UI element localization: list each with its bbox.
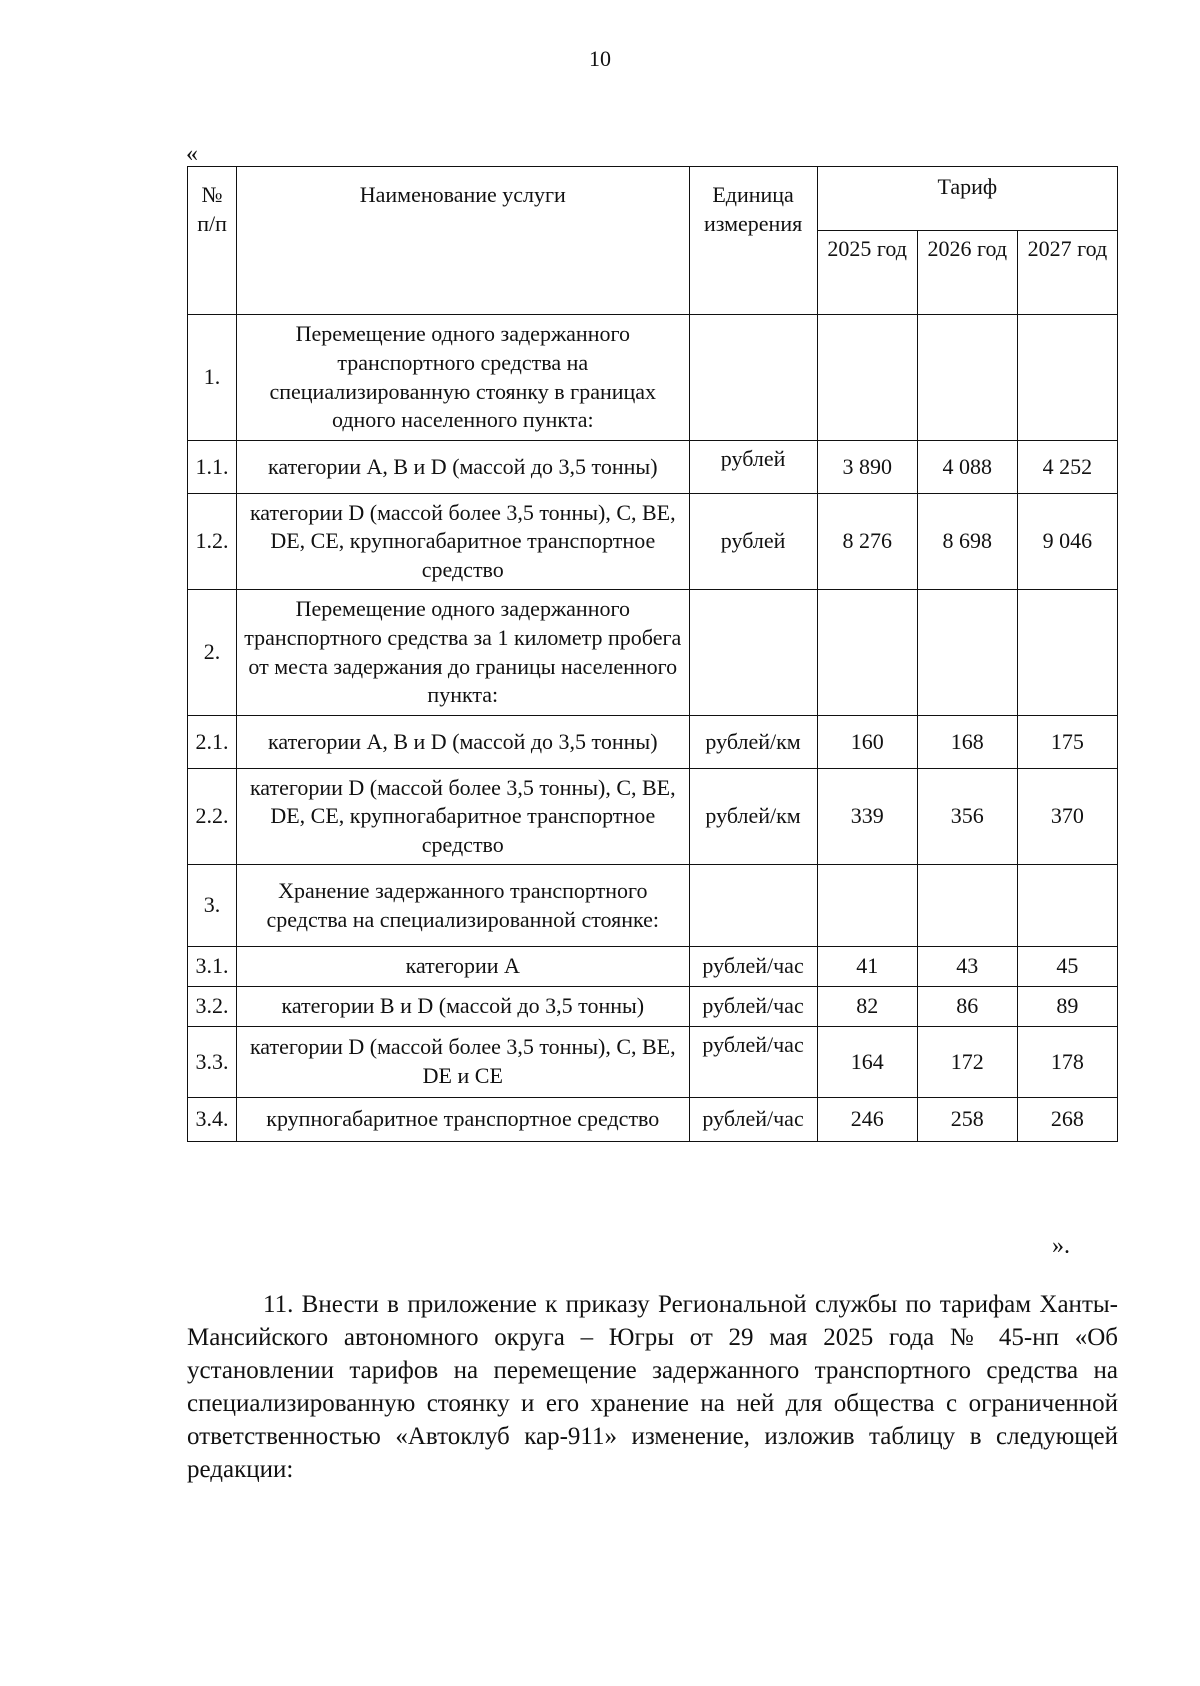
row-number: 3.1. xyxy=(188,947,237,987)
row-number: 1.2. xyxy=(188,494,237,590)
row-number: 1. xyxy=(188,315,237,441)
row-number: 3.4. xyxy=(188,1098,237,1142)
tariff-2027: 89 xyxy=(1017,987,1117,1027)
table-row xyxy=(188,441,1118,494)
service-name: Перемещение одного задержанного транспортного средства на специализированную стоянку в границах одного населенного пункта: xyxy=(237,315,689,441)
amendment-paragraph-text: 11. Внести в приложение к приказу Региональной службы по тарифам Ханты-Мансийского автономного округа – Югры от 29 мая 2025 года № 45-нп «Об установлении тарифов на перемещение задержанного транспортного средства на специализированную стоянку и его хранение на ней для общества с ограниченной ответственностью «Автоклуб кар-911» изменение, изложив таблицу в следующей редакции: xyxy=(187,1291,1118,1483)
table-row xyxy=(188,947,1118,987)
unit xyxy=(689,315,817,441)
closing-quote-mark: ». xyxy=(1052,1233,1070,1259)
tariff-2026 xyxy=(917,865,1017,947)
tariff-2026 xyxy=(917,590,1017,716)
tariff-2026: 8 698 xyxy=(917,494,1017,590)
service-name: категории B и D (массой до 3,5 тонны) xyxy=(237,987,689,1027)
row-number: 2. xyxy=(188,590,237,716)
tariff-2027: 268 xyxy=(1017,1098,1117,1142)
table-row xyxy=(188,865,1118,947)
header-year-2025: 2025 год xyxy=(817,231,917,315)
unit: рублей/час xyxy=(689,1098,817,1142)
unit: рублей/час xyxy=(689,987,817,1027)
tariff-2026: 86 xyxy=(917,987,1017,1027)
tariff-2025 xyxy=(817,865,917,947)
tariff-2025: 160 xyxy=(817,716,917,769)
row-number: 1.1. xyxy=(188,441,237,494)
tariff-2025: 3 890 xyxy=(817,441,917,494)
unit: рублей/час xyxy=(689,1027,817,1098)
tariff-2026: 4 088 xyxy=(917,441,1017,494)
tariff-2025: 339 xyxy=(817,769,917,865)
tariff-2026: 43 xyxy=(917,947,1017,987)
tariff-2025: 164 xyxy=(817,1027,917,1098)
tariff-2027 xyxy=(1017,590,1117,716)
row-number: 3.3. xyxy=(188,1027,237,1098)
service-name: категории D (массой более 3,5 тонны), C, BE, DE, CE, крупногабаритное транспортное средство xyxy=(237,494,689,590)
unit xyxy=(689,590,817,716)
header-year-2026: 2026 год xyxy=(917,231,1017,315)
amendment-paragraph xyxy=(187,1288,1118,1486)
tariff-2027 xyxy=(1017,315,1117,441)
unit: рублей xyxy=(689,494,817,590)
service-name: категории A, B и D (массой до 3,5 тонны) xyxy=(237,716,689,769)
tariff-2025: 41 xyxy=(817,947,917,987)
header-service-name: Наименование услуги xyxy=(237,167,689,315)
row-number: 2.2. xyxy=(188,769,237,865)
tariff-2026: 172 xyxy=(917,1027,1017,1098)
table-row xyxy=(188,1027,1118,1098)
tariff-2026 xyxy=(917,315,1017,441)
tariff-2026: 356 xyxy=(917,769,1017,865)
service-name: Хранение задержанного транспортного средства на специализированной стоянке: xyxy=(237,865,689,947)
service-name: категории D (массой более 3,5 тонны), C, BE, DE, CE, крупногабаритное транспортное средство xyxy=(237,769,689,865)
table-row xyxy=(188,590,1118,716)
header-number: № п/п xyxy=(188,167,237,315)
table-header-row xyxy=(188,167,1118,231)
service-name: категории A xyxy=(237,947,689,987)
tariff-2026: 258 xyxy=(917,1098,1017,1142)
opening-quote-mark: « xyxy=(186,141,198,167)
unit: рублей/км xyxy=(689,716,817,769)
table-row xyxy=(188,716,1118,769)
tariff-2025 xyxy=(817,315,917,441)
tariff-2027: 370 xyxy=(1017,769,1117,865)
unit: рублей/час xyxy=(689,947,817,987)
unit: рублей xyxy=(689,441,817,494)
tariff-2027: 4 252 xyxy=(1017,441,1117,494)
header-year-2027: 2027 год xyxy=(1017,231,1117,315)
service-name: категории D (массой более 3,5 тонны), C, BE, DE и CE xyxy=(237,1027,689,1098)
service-name: категории A, B и D (массой до 3,5 тонны) xyxy=(237,441,689,494)
page-number: 10 xyxy=(589,46,611,71)
unit xyxy=(689,865,817,947)
table-row xyxy=(188,769,1118,865)
table-row xyxy=(188,987,1118,1027)
table-row xyxy=(188,494,1118,590)
unit: рублей/км xyxy=(689,769,817,865)
header-unit: Единица измерения xyxy=(689,167,817,315)
row-number: 3. xyxy=(188,865,237,947)
service-name: Перемещение одного задержанного транспортного средства за 1 километр пробега от места задержания до границы населенного пункта: xyxy=(237,590,689,716)
tariff-2027 xyxy=(1017,865,1117,947)
table-row xyxy=(188,315,1118,441)
tariff-2025: 82 xyxy=(817,987,917,1027)
tariff-2025: 246 xyxy=(817,1098,917,1142)
row-number: 2.1. xyxy=(188,716,237,769)
tariff-2025 xyxy=(817,590,917,716)
table-row xyxy=(188,1098,1118,1142)
tariff-2027: 178 xyxy=(1017,1027,1117,1098)
tariff-2027: 175 xyxy=(1017,716,1117,769)
service-name: крупногабаритное транспортное средство xyxy=(237,1098,689,1142)
tariff-2026: 168 xyxy=(917,716,1017,769)
tariff-2027: 9 046 xyxy=(1017,494,1117,590)
tariff-2025: 8 276 xyxy=(817,494,917,590)
tariff-2027: 45 xyxy=(1017,947,1117,987)
tariff-table xyxy=(187,166,1118,1142)
header-tariff: Тариф xyxy=(817,167,1117,231)
row-number: 3.2. xyxy=(188,987,237,1027)
